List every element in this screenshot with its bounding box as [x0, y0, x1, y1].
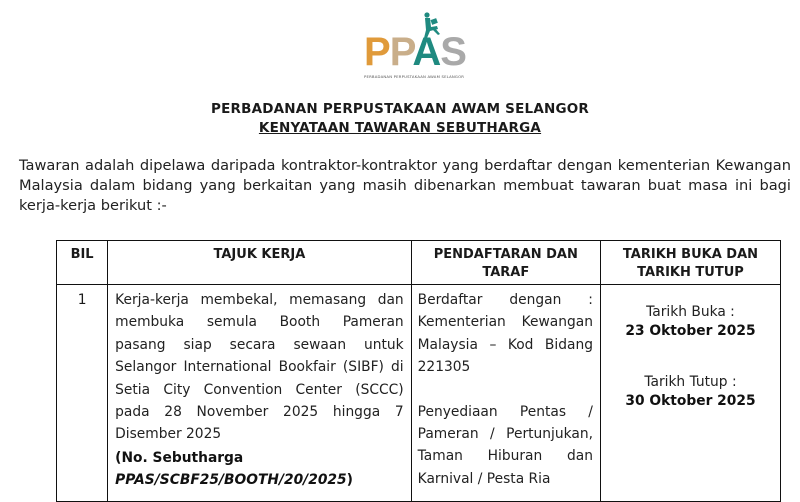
- organization-name: PERBADANAN PERPUSTAKAAN AWAM SELANGOR: [210, 101, 590, 117]
- table-row: [57, 285, 781, 502]
- ppas-logo: [360, 12, 470, 80]
- registration-category: Penyediaan Pentas / Pameran / Pertunjukan, Taman Hiburan dan Karnival / Pesta Ria: [417, 403, 593, 487]
- logo-letters: PPAS: [364, 30, 466, 74]
- header-tarikh: TARIKH BUKA DAN TARIKH TUTUP: [600, 241, 780, 285]
- cell-tajuk-kerja: [108, 285, 412, 502]
- close-date: 30 Oktober 2025: [625, 393, 756, 409]
- header-bil: BIL: [57, 241, 108, 285]
- close-date-label: Tarikh Tutup :: [644, 374, 737, 390]
- cell-pendaftaran: [411, 285, 600, 502]
- intro-paragraph: Tawaran adalah dipelawa daripada kontraktor-kontraktor yang berdaftar dengan kementerian Kewangan Malaysia dalam bidang yang berkaitan yang masih dibenarkan membuat tawaran buat masa ini bagi kerja-kerja berikut :-: [19, 157, 791, 214]
- work-description: Kerja-kerja membekal, memasang dan membuka semula Booth Pameran pasang siap secara sewaan untuk Selangor International Bookfair (SIBF) di Setia City Convention Center (SCCC) pada 28 November 2025 hingga 7 Disember 2025: [115, 292, 404, 443]
- registration-requirement: Berdaftar dengan : Kementerian Kewangan Malaysia – Kod Bidang 221305: [417, 292, 593, 376]
- document-title: KENYATAAN TAWARAN SEBUTHARGA: [258, 120, 542, 136]
- header-tajuk-kerja: TAJUK KERJA: [108, 241, 412, 285]
- logo-tagline: PERBADANAN PERPUSTAKAAN AWAM SELANGOR: [364, 74, 465, 79]
- open-date-label: Tarikh Buka :: [646, 304, 735, 320]
- tender-table: [56, 240, 781, 502]
- open-date: 23 Oktober 2025: [625, 323, 756, 339]
- header-pendaftaran: PENDAFTARAN DAN TARAF: [411, 241, 600, 285]
- table-header-row: [57, 241, 781, 285]
- quotation-reference: (No. Sebutharga PPAS/SCBF25/BOOTH/20/2025): [115, 449, 353, 488]
- cell-bil: 1: [57, 285, 108, 502]
- cell-tarikh: [600, 285, 780, 502]
